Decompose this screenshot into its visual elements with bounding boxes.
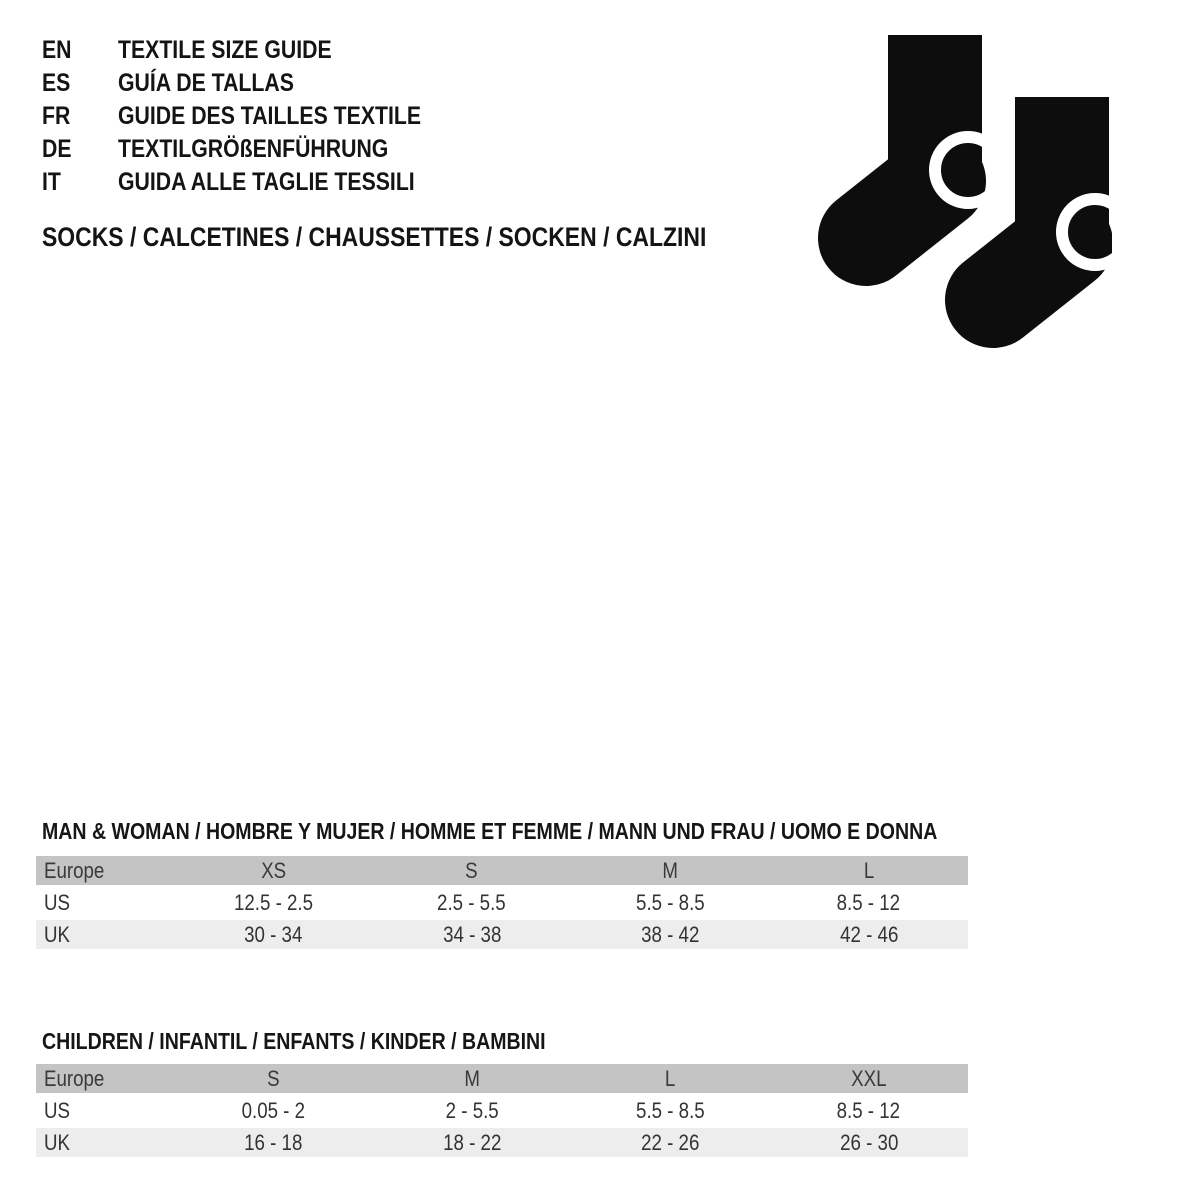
- column-header-m: [571, 856, 770, 885]
- size-cell-text: 5.5 - 8.5: [635, 890, 705, 915]
- column-header-europe: [36, 1064, 174, 1093]
- size-cell-text: 30 - 34: [244, 922, 303, 947]
- language-title: TEXTILE SIZE GUIDE: [118, 36, 332, 64]
- language-code: EN: [42, 36, 72, 64]
- table-row-us: [36, 1096, 968, 1125]
- language-row-en: [42, 34, 475, 67]
- size-cell: [770, 888, 969, 917]
- row-label-text: US: [44, 1098, 70, 1123]
- language-title: GUIDE DES TAILLES TEXTILE: [118, 102, 422, 130]
- column-header-text: XXL: [851, 1066, 887, 1091]
- size-cell-text: 8.5 - 12: [837, 1098, 901, 1123]
- children-table: [36, 1064, 968, 1157]
- sock-left: [866, 35, 1001, 238]
- size-cell: [770, 1096, 969, 1125]
- size-cell-text: 2.5 - 5.5: [437, 890, 507, 915]
- language-row-fr: [42, 100, 475, 133]
- socks-icon: [818, 33, 1112, 353]
- language-title: TEXTILGRÖßENFÜHRUNG: [118, 135, 389, 163]
- size-cell: [373, 1128, 572, 1157]
- column-header-text: XS: [260, 858, 286, 883]
- size-cell-text: 38 - 42: [641, 922, 700, 947]
- column-header-text: M: [463, 1066, 480, 1091]
- column-header-m: [373, 1064, 572, 1093]
- adults-size-table: [36, 816, 968, 949]
- column-header-europe: [36, 856, 174, 885]
- size-cell: [174, 888, 373, 917]
- row-label-text: UK: [44, 1130, 70, 1155]
- language-code: DE: [42, 135, 72, 163]
- table-row-us: [36, 888, 968, 917]
- size-cell-text: 16 - 18: [244, 1130, 303, 1155]
- size-cell: [571, 920, 770, 949]
- size-cell: [174, 920, 373, 949]
- sock-right: [993, 97, 1112, 300]
- language-row-es: [42, 67, 475, 100]
- column-header-xxl: [770, 1064, 969, 1093]
- row-label: [36, 920, 174, 949]
- row-label-text: UK: [44, 922, 70, 947]
- children-table-title-text: CHILDREN / INFANTIL / ENFANTS / KINDER / BAMBINI: [42, 1028, 546, 1054]
- column-header-l: [571, 1064, 770, 1093]
- children-table-header-row: [36, 1064, 968, 1093]
- size-cell-text: 34 - 38: [442, 922, 501, 947]
- table-row-uk: [36, 1128, 968, 1157]
- language-code: FR: [42, 102, 71, 130]
- product-heading-text: SOCKS / CALCETINES / CHAUSSETTES / SOCKEN / CALZINI: [42, 222, 707, 252]
- size-cell: [770, 920, 969, 949]
- size-cell: [373, 1096, 572, 1125]
- language-title: GUÍA DE TALLAS: [118, 69, 294, 97]
- size-cell: [571, 1128, 770, 1157]
- language-code: ES: [42, 69, 71, 97]
- column-header-s: [174, 1064, 373, 1093]
- size-cell-text: 18 - 22: [442, 1130, 501, 1155]
- language-legend: [42, 34, 475, 199]
- table-row-uk: [36, 920, 968, 949]
- row-label: [36, 888, 174, 917]
- socks-icon-svg: [818, 33, 1112, 353]
- column-header-text: Europe: [44, 858, 105, 883]
- column-header-text: M: [662, 858, 679, 883]
- adults-table-header-row: [36, 856, 968, 885]
- children-table-title: [42, 1026, 968, 1056]
- size-cell-text: 8.5 - 12: [837, 890, 901, 915]
- size-cell-text: 12.5 - 2.5: [233, 890, 313, 915]
- row-label-text: US: [44, 890, 70, 915]
- adults-table-title-text: MAN & WOMAN / HOMBRE Y MUJER / HOMME ET FEMME / MANN UND FRAU / UOMO E DONNA: [42, 818, 938, 844]
- language-title: GUIDA ALLE TAGLIE TESSILI: [118, 168, 415, 196]
- size-cell: [571, 888, 770, 917]
- size-cell-text: 22 - 26: [641, 1130, 700, 1155]
- size-cell-text: 0.05 - 2: [241, 1098, 305, 1123]
- column-header-text: S: [267, 1066, 280, 1091]
- size-cell: [571, 1096, 770, 1125]
- column-header-text: S: [465, 858, 478, 883]
- row-label: [36, 1096, 174, 1125]
- column-header-text: L: [863, 858, 874, 883]
- size-cell-text: 5.5 - 8.5: [635, 1098, 705, 1123]
- language-row-it: [42, 166, 475, 199]
- column-header-text: Europe: [44, 1066, 105, 1091]
- adults-table: [36, 856, 968, 949]
- size-cell-text: 42 - 46: [839, 922, 898, 947]
- size-cell: [174, 1128, 373, 1157]
- size-cell-text: 26 - 30: [839, 1130, 898, 1155]
- column-header-s: [373, 856, 572, 885]
- column-header-text: L: [665, 1066, 676, 1091]
- size-cell-text: 2 - 5.5: [445, 1098, 499, 1123]
- children-size-table: [36, 1026, 968, 1157]
- adults-table-title: [42, 816, 968, 846]
- size-cell: [174, 1096, 373, 1125]
- size-cell: [770, 1128, 969, 1157]
- column-header-xs: [174, 856, 373, 885]
- size-cell: [373, 888, 572, 917]
- row-label: [36, 1128, 174, 1157]
- language-code: IT: [42, 168, 61, 196]
- language-row-de: [42, 133, 475, 166]
- product-heading: [42, 221, 824, 254]
- size-cell: [373, 920, 572, 949]
- column-header-l: [770, 856, 969, 885]
